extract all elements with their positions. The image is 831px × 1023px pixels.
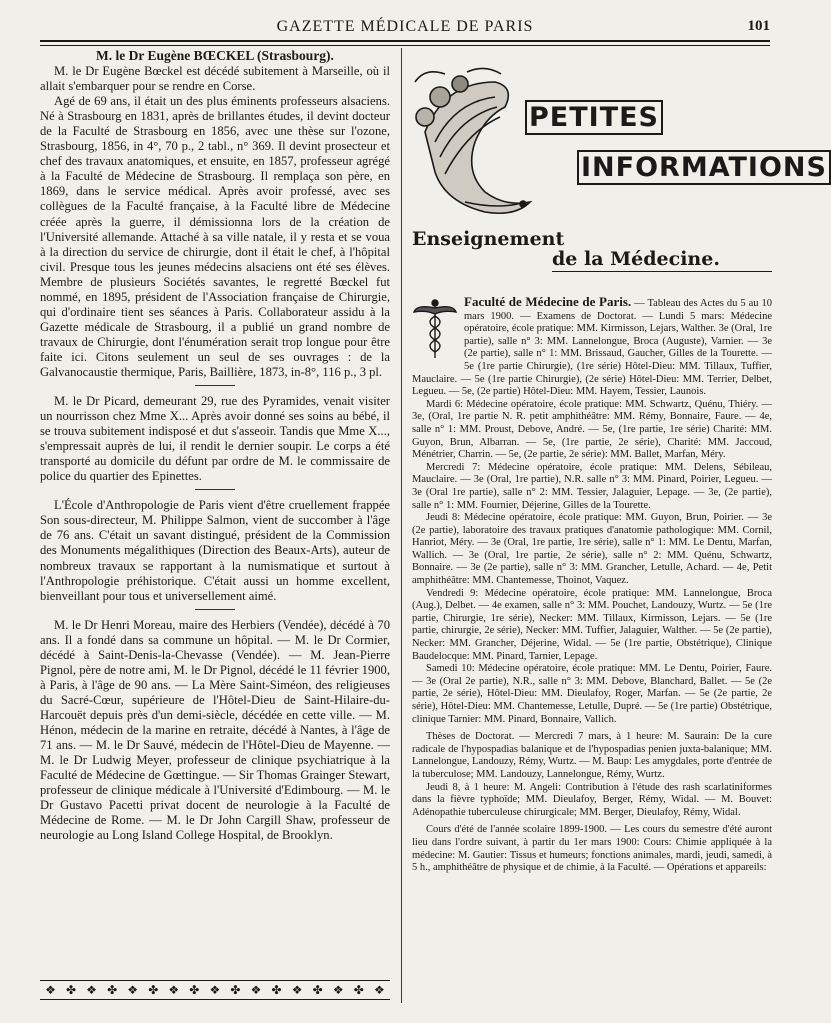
subhead-enseignement: Enseignement [412,228,565,250]
right-column [412,296,772,875]
cours-ete-paragraph: Cours d'été de l'année scolaire 1899-1900. — Les cours du semestre d'été auront lieu dans l'ordre suivant, à partir du 1er mars 1900: Cours: Chimie appliquée à la médecine: M. Gautier: Tissus et humeurs; fonctions animales, mardi, jeudi, samedi, à 5 h., amphithéâtre de physique et de chimie, à la Faculté. — Opérations et appareils: [412,824,772,874]
left-column [40,48,390,843]
bottom-ornament-band: ❖ ✤ ❖ ✤ ❖ ✤ ❖ ✤ ❖ ✤ ❖ ✤ ❖ ✤ ❖ ✤ ❖ [40,980,390,1000]
mardi-schedule: Mardi 6: Médecine opératoire, école pratique: MM. Schwartz, Quénu, Thiéry. — 3e, (Oral, 1re partie N. R. petit amphithéâtre: MM. Rémy, Bonnaire, Faure. — 4e, salle n° 1: MM. Proust, Debove, André. — 5e, (1re partie, 1re série) Charité: MM. Guyon, Brun, Albarran. — 5e, (1re partie, 2e série), Charité: MM. Jaccoud, Ménétrier, Charrin. — 5e, (2e partie, 2e série): MM. Ballet, Marfan, Méry. [412,398,772,461]
journal-title: GAZETTE MÉDICALE DE PARIS [276,18,534,35]
boeckel-biography-paragraph: Agé de 69 ans, il était un des plus éminents professeurs alsaciens. Né à Strasbourg en 1831, après de brillantes études, il devint docteur de la Faculté de Strasbourg en 1856, avec une thèse sur l'ozone, Strasbourg, 1856, in 4°, 70 p., 2 tabl., n° 369. Il devint prosecteur et chef des travaux anatomiques, et ensuite, en 1857, professeur agrégé à la Faculté de Médecine de Strasbourg. Il remplaça son père, en 1869, dans le service médical. Après avoir professé, avec ses collègues de la Faculté française, à la Faculté libre de Médecine créée après la guerre, il démissionna lors de la création de l'Université allemande. Attaché à sa ville natale, il y resta et se voua à la direction du service de chirurgie, dont il était le chef, à l'hôpital civil. Presque tous les jeunes médecins alsaciens ont été ses élèves. Membre de plusieurs Sociétés savantes, le regretté Bœckel fut nommé, en 1895, président de l'Association française de Chirurgie, qui d'ordinaire tient ses séances à Paris. Collaborateur assidu à la Gazette médicale de Strasbourg, il a publié un grand nombre de travaux de Chirurgie, dont l'énumération serait trop longue pour être faite ici. Citons seulement un seul de ses ouvrages : de la Galvanocaustie thermique, Paris, Baillière, 1873, in-8°, 116 p., 3 pl. [40,94,390,379]
banner-word-petites: PETITES [525,100,661,135]
banner-word-informations: INFORMATIONS [577,150,829,185]
obituary-title: M. le Dr Eugène BŒCKEL (Strasbourg). [96,48,334,63]
header-rule [40,40,770,46]
subhead-de-la-medecine: de la Médecine. [552,248,720,270]
subhead-underline [552,271,772,272]
necrology-list-paragraph: M. le Dr Henri Moreau, maire des Herbiers (Vendée), décédé à 70 ans. Il a fondé dans sa commune un hôpital. — M. le Dr Cormier, décédé à Saint-Denis-la-Chevasse (Vendée). — M. Jean-Pierre Pignol, père de notre ami, M. le Dr Pignol, décédé le 11 février 1900, à Paris, à l'âge de 90 ans. — La Mère Saint-Siméon, des religieuses du Sacré-Cœur, supérieure de l'Hôtel-Dieu de Saint-Hilaire-du-Harcouët depuis près d'un demi-siècle, décédée en cette ville. — M. Hénon, médecin de la marine en retraite, décédé à Nantes, à l'âge de 71 ans. — M. le Dr Sauvé, médecin de l'Hôtel-Dieu de Mayenne. — M. le Dr Ludwig Meyer, professeur de clinique psychiatrique à la Faculté de Médecine de Gœttingue. — Sir Thomas Grainger Stewart, professeur de clinique médicale à l'Université d'Edimbourg. — M. le Dr Gustavo Pacetti privat docent de neurologie à la Faculté de Médecine de Rome. — M. le Dr John Cargill Shaw, professeur de neurologie au Long Island College Hospital, de Brooklyn. [40,617,390,843]
column-divider [401,48,402,1003]
jeudi-schedule: Jeudi 8: Médecine opératoire, école pratique: MM. Guyon, Brun, Poirier. — 3e (2e partie), laboratoire des travaux pratiques d'anatomie pathologique: MM. Cornil, Hanriot, Méry. — 3e (Oral, 1re partie, 1re série), salle n° 1: MM. Le Dentu, Marfan, Wallich. — 3e (Oral, 1re partie, 2e série), salle n° 2: MM. Quénu, Schwartz, Bonnaire. — 3e (2e partie), salle n° 3: MM. Grancher, Letulle, Achard. — 4e, Petit amphithéâtre: MM. Chantemesse, Thoinot, Vaquez. [412,512,772,587]
caduceus-icon [412,298,458,360]
separator-rule [195,385,235,386]
theses-paragraph: Thèses de Doctorat. — Mercredi 7 mars, à 1 heure: M. Saurain: De la cure radicale de l'hypospadias balanique et de l'hypospadias penien juxta-balanique; MM. Lannelongue, Landouzy, Rémy, Wurtz. — M. Baup: Les amygdales, porte d'entrée de la tuberculose; MM. Landouzy, Lannelongue, Rémy, Wurtz. [412,731,773,780]
page-number: 101 [747,18,770,34]
boeckel-death-paragraph: M. le Dr Eugène Bœckel est décédé subitement à Marseille, où il allait s'embarquer pour se rendre en Corse. [40,64,390,94]
picard-paragraph: M. le Dr Picard, demeurant 29, rue des Pyramides, venait visiter un nourrisson chez Mme X... Après avoir donné ses soins au bébé, il se trouva subitement indisposé et dut s'asseoir. Tandis que Mme X..., s'empressait auprès de lui, il rendit le dernier soupir. Le corps a été transporté au domicile du défunt par ordre de M. le commissaire de police du quartier des Epinettes. [40,394,390,484]
salmon-paragraph: L'École d'Anthropologie de Paris vient d'être cruellement frappée Son sous-directeur, M. Philippe Salmon, vient de succomber à l'âge de 76 ans. C'était un savant distingué, président de la Commission des Monuments mégalithiques (Direction des Beaux-Arts), auteur de nombreux travaux se rapportant à la numismatique et surtout à l'Anthropologie préhistorique. C'était aussi un homme excellent, bienveillant pour tous et universellement aimé. [40,498,390,603]
separator-rule [195,609,235,610]
faculte-title: Faculté de Médecine de Paris. [464,294,632,309]
cornucopia-illustration [405,62,535,222]
vendredi-schedule: Vendredi 9: Médecine opératoire, école pratique: MM. Lannelongue, Broca (Aug.), Delbet. — 4e examen, salle n° 3: MM. Pouchet, Landouzy, Wurtz. — 5e (1re partie, Chirurgie, 1re série), Necker: MM. Tillaux, Kirmisson, Lejars. — 5e (1re partie, chirurgie, 2e série), Necker: MM. Tuffier, Jalaguier, Walther. — 5e (2e partie), Necker: MM. Grancher, Déjerine, Widal. — 5e (1re partie, Obstétrique), Clinique Baudelocque: MM. Pinard, Tarnier, Lepage. [412,587,772,662]
running-head [40,14,770,40]
separator-rule [195,489,235,490]
petites-informations-banner [405,62,827,232]
mercredi-schedule: Mercredi 7: Médecine opératoire, école pratique: MM. Delens, Sébileau, Mauclaire. — 3e (Oral, 1re partie), N.R. salle n° 3: MM. Pinard, Poirier, Legueu. — 3e (Oral 1re partie), salle n° 2: MM. Tessier, Jalaguier, Lepage. — 3e, (2e partie), salle n° 1: MM. Fournier, Déjerine, Gilles de la Tourette. [412,461,772,511]
samedi-schedule: Samedi 10: Médecine opératoire, école pratique: MM. Le Dentu, Poirier, Faure. — 3e (Oral 2e partie), N.R., salle n° 3: MM. Debove, Blanchard, Ballet. — 5e (2e partie, 2e série), Hôtel-Dieu: MM. Dieulafoy, Roger, Marfan. — 5e (2e partie, 2e série), Hôtel-Dieu: MM. Chantemesse, Letulle, Dupré. — 5e (1re partie) Obstétrique, clinique Tarnier: MM. Pinard, Bonnaire, Vallich. [412,663,772,725]
lundi-schedule: — Tableau des Actes du 5 au 10 mars 1900. — Examens de Doctorat. — Lundi 5 mars: Médecine opératoire, école pratique: MM. Kirmisson, Lejars, Walther. 3e (Oral, 1re partie), salle n° 3: MM. Lannelongue, Broca (Auguste), Varnier. — 3e (2e partie), salle n° 1: MM. Brissaud, Gaucher, Gilles de la Tourette. — 5e (1re partie Chirurgie), (1re série) Hôtel-Dieu: MM. Tillaux, Tuffier, Mauclaire. — 5e (1re partie Chirurgie), (2e série) Hôtel-Dieu: MM. Terrier, Delbet, Legueu. — 5e, (2e partie) Hôtel-Dieu: MM. Hayem, Tessier, Launois. [412,298,772,398]
theses-jeudi-paragraph: Jeudi 8, à 1 heure: M. Angeli: Contribution à l'étude des rash scarlatiniformes dans la fièvre typhoïde; MM. Dieulafoy, Berger, Rémy, Widal. — M. Bouvet: Adénopathie tuberculeuse chirurgicale; MM. Berger, Dieulafoy, Rémy, Widal. [412,781,772,818]
